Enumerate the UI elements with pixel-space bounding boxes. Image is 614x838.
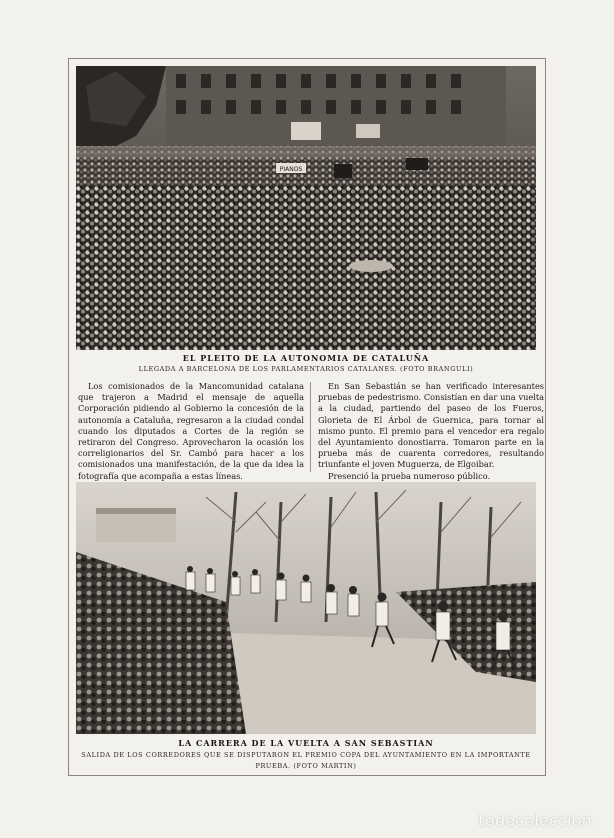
top-caption-title: EL PLEITO DE LA AUTONOMIA DE CATALUÑA (182, 353, 430, 363)
watermark-logo: todocoleccion (478, 811, 592, 830)
right-paragraph-1: En San Sebastián se han verificado interesantes pruebas de pedestrismo. Consistían en dar una vuelta a la ciudad, partiendo del paseo de los Fueros, Glorieta de El Árbol de Guernica, para tornar al mismo punto. El premio para el vencedor era regalo del Ayuntamiento donostiarra. Tomaron parte en la prueba más de cuarenta corredores, resultando triunfante el joven Muguerza, de Elgoibar. (318, 381, 544, 470)
bottom-caption-subtitle: SALIDA DE LOS CORREDORES QUE SE DISPUTARON EL PREMIO COPA DEL AYUNTAMIENTO EN LA IMPORTANTE PRUEBA. (FOTO MARTIN) (81, 751, 531, 770)
bottom-caption-title: LA CARRERA DE LA VUELTA A SAN SEBASTIAN (178, 738, 434, 748)
article-right-column (318, 381, 544, 482)
crowd-photo (76, 66, 536, 350)
left-paragraph: Los comisionados de la Mancomunidad catalana que trajeron a Madrid el mensaje de aquella Corporación pidiendo al Gobierno la concesión de la autonomía a Cataluña, regresaron a la ciudad condal cuando los diputados a Cortes de la región se retiraron del Congreso. Aprovecharon la ocasión los correligionarios del Sr. Cambó para hacer a los comisionados una manifestación, de la que da idea la fotografía que acompaña a estas líneas. (78, 381, 304, 481)
article-left-column (78, 381, 304, 482)
top-caption-subtitle: LLEGADA A BARCELONA DE LOS PARLAMENTARIOS CATALANES. (FOTO BRANGULI) (138, 365, 474, 373)
race-photo (76, 482, 536, 734)
column-divider (310, 382, 311, 472)
right-paragraph-2: Presenció la prueba numeroso público. (328, 470, 491, 481)
pianos-sign: PIANOS (279, 166, 303, 173)
